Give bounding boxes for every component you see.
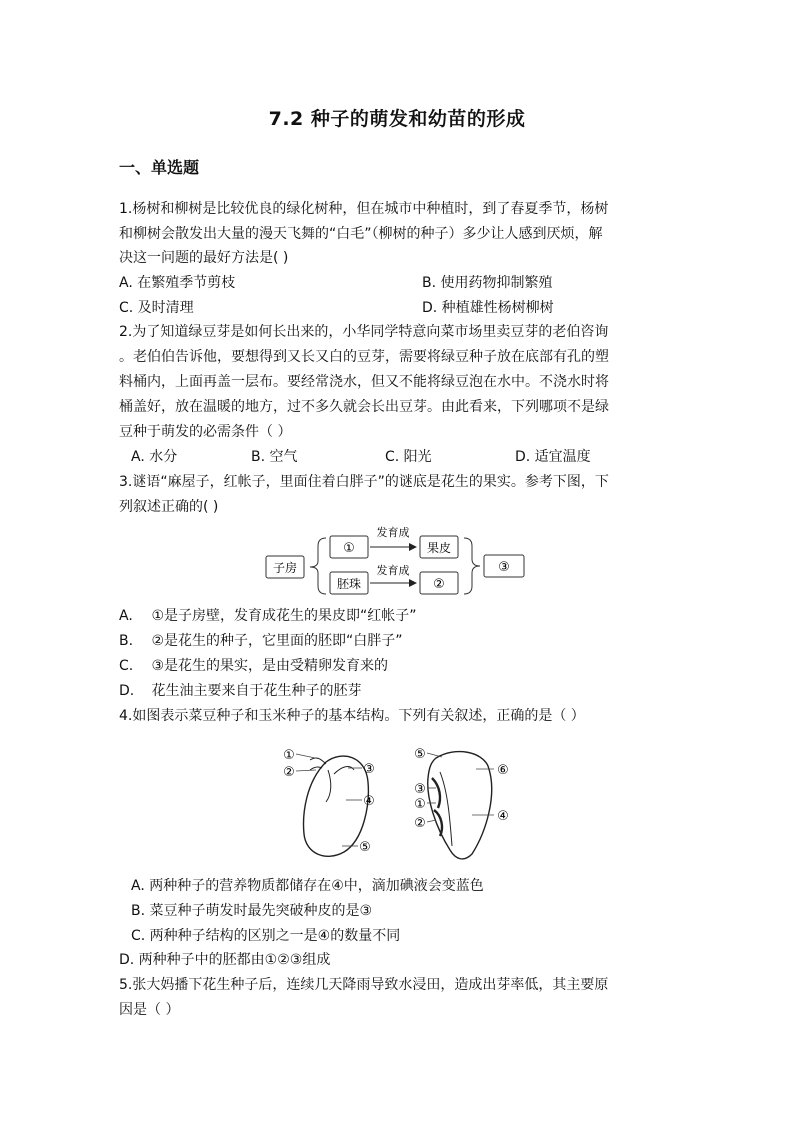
- q1-line-1: 1.杨树和柳树是比较优良的绿化树种，但在城市中种植时，到了春夏季节，杨树: [119, 201, 609, 217]
- q4-option-d: D. 两种种子中的胚都由①②③组成: [119, 952, 331, 968]
- corn-label-4: ④: [497, 809, 509, 824]
- n3-label: ③: [498, 560, 510, 575]
- seed-structure-figure: [276, 742, 536, 864]
- corn-label-3: ③: [414, 782, 426, 797]
- q1-option-c: C. 及时清理: [119, 300, 194, 316]
- q3-option-b-label: B.: [119, 633, 134, 649]
- bean-label-2: ②: [283, 765, 295, 780]
- pericarp-label: 果皮: [426, 541, 452, 555]
- corn-label-1: ①: [414, 797, 426, 812]
- q2-option-b: B. 空气: [251, 449, 298, 465]
- q1-line-3: 决这一问题的最好方法是( ): [119, 250, 289, 266]
- q3-option-d-text: 花生油主要来自于花生种子的胚芽: [151, 683, 362, 699]
- q2-line-1: 2.为了知道绿豆芽是如何长出来的，小华同学特意向菜市场里卖豆芽的老伯咨询: [119, 324, 609, 340]
- q3-option-a-text: ①是子房壁，发育成花生的果皮即“红帐子”: [151, 608, 417, 624]
- corn-label-6: ⑥: [497, 763, 509, 778]
- q1-option-b: B. 使用药物抑制繁殖: [422, 275, 553, 291]
- q3-line-1: 3.谜语“麻屋子，红帐子，里面住着白胖子”的谜底是花生的果实。参考下图，下: [119, 474, 609, 490]
- q5-line-2: 因是（ ）: [119, 1002, 180, 1018]
- q3-option-d: [119, 681, 361, 701]
- ovule-label: 胚珠: [336, 577, 362, 591]
- corn-label-5: ⑤: [414, 747, 426, 762]
- bean-label-3: ③: [363, 762, 375, 777]
- q5-line-1: 5.张大妈播下花生种子后，连续几天降雨导致水浸田，造成出芽率低，其主要原: [119, 977, 609, 993]
- q4-line-1: 4.如图表示菜豆种子和玉米种子的基本结构。下列有关叙述，正确的是（ ）: [119, 708, 585, 724]
- q1-option-a: A. 在繁殖季节剪枝: [119, 275, 236, 291]
- q2-option-c: C. 阳光: [385, 449, 432, 465]
- q4-option-a: A. 两种种子的营养物质都储存在④中，滴加碘液会变蓝色: [131, 878, 484, 894]
- bean-label-4: ④: [363, 794, 375, 809]
- bean-label-1: ①: [283, 748, 295, 763]
- n2-label: ②: [433, 577, 445, 592]
- ovary-development-diagram: [262, 524, 534, 596]
- corn-label-2: ②: [414, 816, 426, 831]
- q3-option-c-label: C.: [119, 658, 134, 674]
- section-heading: 一、单选题: [119, 158, 200, 177]
- q3-option-b: [119, 631, 403, 651]
- bean-label-5: ⑤: [359, 840, 371, 855]
- q2-line-5: 豆种于萌发的必需条件（ ）: [119, 424, 292, 440]
- q2-line-2: 。老伯伯告诉他，要想得到又长又白的豆芽，需要将绿豆种子放在底部有孔的塑: [119, 349, 609, 365]
- develop-label-2: 发育成: [376, 564, 410, 577]
- q3-line-2: 列叙述正确的( ): [119, 499, 219, 515]
- q4-option-c: C. 两种种子结构的区别之一是④的数量不同: [131, 928, 401, 944]
- q1-option-d: D. 种植雄性杨树柳树: [422, 300, 554, 316]
- develop-label-1: 发育成: [376, 526, 410, 539]
- q2-option-d: D. 适宜温度: [515, 449, 591, 465]
- q3-option-d-label: D.: [119, 683, 135, 699]
- q3-option-a: [119, 606, 417, 626]
- n1-label: ①: [343, 541, 355, 556]
- q3-option-b-text: ②是花生的种子，它里面的胚即“白胖子”: [151, 633, 403, 649]
- q4-option-b: B. 菜豆种子萌发时最先突破种皮的是③: [131, 903, 373, 919]
- q2-option-a: A. 水分: [131, 449, 178, 465]
- q2-line-3: 料桶内，上面再盖一层布。要经常浇水，但又不能将绿豆泡在水中。不浇水时将: [119, 374, 609, 390]
- q3-option-c-text: ③是花生的果实，是由受精卵发育来的: [151, 658, 389, 674]
- q3-option-a-label: A.: [119, 608, 133, 624]
- right-brace: [464, 538, 480, 594]
- left-brace: [310, 538, 326, 594]
- page-title: 7.2 种子的萌发和幼苗的形成: [268, 108, 526, 130]
- q1-line-2: 和柳树会散发出大量的漫天飞舞的“白毛”（柳树的种子）多少让人感到厌烦，解: [119, 226, 603, 242]
- ovary-label: 子房: [272, 561, 298, 575]
- q3-option-c: [119, 656, 388, 676]
- corn-seed-illustration: [428, 752, 492, 859]
- q2-line-4: 桶盖好，放在温暖的地方，过不多久就会长出豆芽。由此看来，下列哪项不是绿: [119, 399, 609, 415]
